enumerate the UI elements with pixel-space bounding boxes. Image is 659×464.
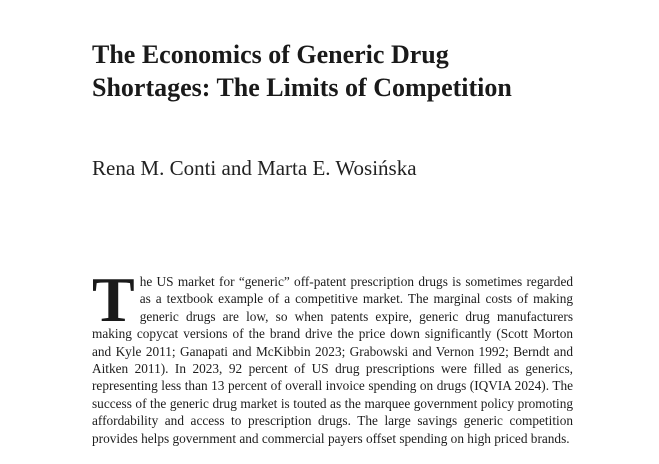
article-authors: Rena M. Conti and Marta E. Wosińska: [92, 156, 417, 180]
drop-cap: T: [92, 264, 135, 335]
article-title-line-2: Shortages: The Limits of Competition: [92, 73, 512, 102]
article-title-line-1: The Economics of Generic Drug: [92, 40, 449, 69]
article-body-paragraph: [92, 264, 573, 447]
article-title: [92, 38, 612, 104]
article-body-text: he US market for “generic” off-patent prescription drugs is sometimes regarded as a textbook example of a competitive market. The marginal costs of making generic drugs are low, so when patents expire, generic drug manufacturers making copycat versions of the brand drive the price down significantly (Scott Morton and Kyle 2011; Ganapati and McKibbin 2023; Grabowski and Vernon 1992; Berndt and Aitken 2011). In 2023, 92 percent of US drug prescriptions were filled as generics, representing less than 13 percent of overall invoice spending on drugs (IQVIA 2024). The success of the generic drug market is touted as the marquee government policy promoting affordability and access to prescription drugs. The large savings generic competition provides helps government and commercial payers offset spending on high priced brands.: [92, 274, 573, 446]
